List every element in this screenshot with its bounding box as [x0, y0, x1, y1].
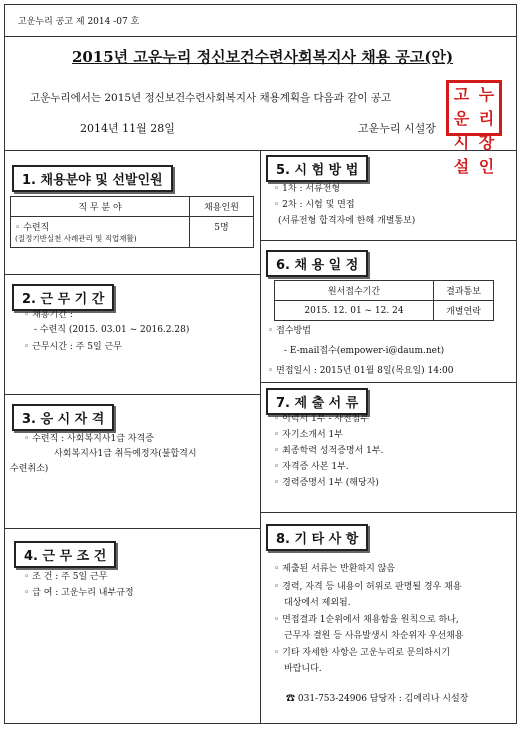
page-title: 2015년 고운누리 정신보건수련사회복지사 채용 공고(안)	[71, 48, 454, 66]
divider	[260, 382, 517, 383]
list-item: ◦ 2차 : 시험 및 면접	[274, 200, 355, 210]
list-item: 수련취소)	[10, 464, 49, 474]
divider	[260, 512, 517, 513]
list-item: 사회복지사1급 취득예정자(불합격시	[54, 449, 197, 459]
list-item: ◦ 기타 자세한 사항은 고운누리로 문의하시기	[274, 648, 451, 658]
divider	[4, 394, 260, 395]
list-item: 바랍니다.	[284, 664, 322, 674]
section-5-title: 5. 시 험 방 법	[266, 155, 368, 182]
table-header: 채용인원	[190, 197, 254, 217]
list-item: (서류전형 합격자에 한해 개별통보)	[278, 216, 416, 226]
table-cell: 개별연락	[434, 301, 494, 321]
section-8-title: 8. 기 타 사 항	[266, 524, 368, 551]
list-item: ◦ 제출된 서류는 반환하지 않음	[274, 564, 396, 574]
list-item: ◦ 수련직 : 사회복지사1급 자격증	[24, 434, 154, 444]
divider	[260, 240, 517, 241]
list-item: ◦ 접수방법	[268, 326, 311, 336]
official-seal: 고운 누리 시설 장인	[446, 80, 502, 136]
list-item: ◦ 자기소개서 1부	[274, 430, 343, 440]
list-item: ◦ 1차 : 서류전형	[274, 184, 341, 194]
issuer: 고운누리 시설장	[358, 122, 436, 135]
contact-info: ☎ 031-753-24906 담당자 : 김에리나 시설장	[286, 694, 469, 704]
recruit-table	[10, 196, 254, 248]
list-item: 대상에서 제외됨.	[284, 598, 351, 608]
list-item: ◦ 면접결과 1순위에서 채용함을 원칙으로 하나,	[274, 615, 459, 625]
table-cell: 5명	[190, 217, 254, 248]
column-divider	[260, 150, 261, 724]
table-header: 원서접수기간	[275, 281, 434, 301]
list-item: - E-mail접수(empower-i@daum.net)	[284, 346, 445, 356]
list-item: ◦ 근무시간 : 주 5일 근무	[24, 342, 122, 352]
table-cell: ◦ 수련직	[15, 223, 50, 233]
list-item: ◦ 경력증명서 1부 (해당자)	[274, 478, 379, 488]
list-item: ◦ 경력, 자격 등 내용이 허위로 판명될 경우 채용	[274, 582, 462, 592]
list-item: ◦ 채용기간 :	[24, 310, 73, 320]
list-item: ◦ 최종학력 성적증명서 1부.	[274, 446, 384, 456]
table-row	[275, 301, 494, 321]
section-4-title: 4. 근 무 조 건	[14, 541, 116, 568]
table-cell: (질정기반실천 사례관리 및 직업재활)	[15, 234, 137, 243]
table-header: 결과통보	[434, 281, 494, 301]
section-7-title: 7. 제 출 서 류	[266, 388, 368, 415]
section-2-title: 2. 근 무 기 간	[12, 284, 114, 311]
list-item: ◦ 이력서 1부 - 사진첨부	[274, 414, 370, 424]
list-item: ◦ 면접일시 : 2015년 01월 8일(목요일) 14:00	[268, 366, 454, 376]
section-3-title: 3. 응 시 자 격	[12, 404, 114, 431]
list-item: ◦ 조 건 : 주 5일 근무	[24, 572, 108, 582]
section-6-title: 6. 채 용 일 정	[266, 250, 368, 277]
notice-number: 고운누리 공고 제 2014 -07 호	[18, 17, 140, 27]
list-item: 근무자 결원 등 사유발생시 차순위자 우선채용	[284, 631, 464, 641]
section-1-title: 1. 채용분야 및 선발인원	[12, 165, 173, 192]
table-row	[11, 217, 254, 248]
divider	[4, 36, 517, 37]
divider	[4, 528, 260, 529]
list-item: ◦ 자격증 사본 1부.	[274, 462, 349, 472]
intro-text: 고운누리에서는 2015년 정신보건수련사회복지사 채용계획을 다음과 같이 공고	[30, 92, 392, 104]
table-header: 직 무 분 야	[11, 197, 190, 217]
list-item: ◦ 급 여 : 고운누리 내부규정	[24, 588, 134, 598]
list-item: - 수련직 (2015. 03.01 ~ 2016.2.28)	[34, 325, 190, 335]
table-cell: 2015. 12. 01 ~ 12. 24	[275, 301, 434, 321]
notice-date: 2014년 11월 28일	[80, 122, 175, 135]
divider	[4, 274, 260, 275]
schedule-table	[274, 280, 494, 321]
